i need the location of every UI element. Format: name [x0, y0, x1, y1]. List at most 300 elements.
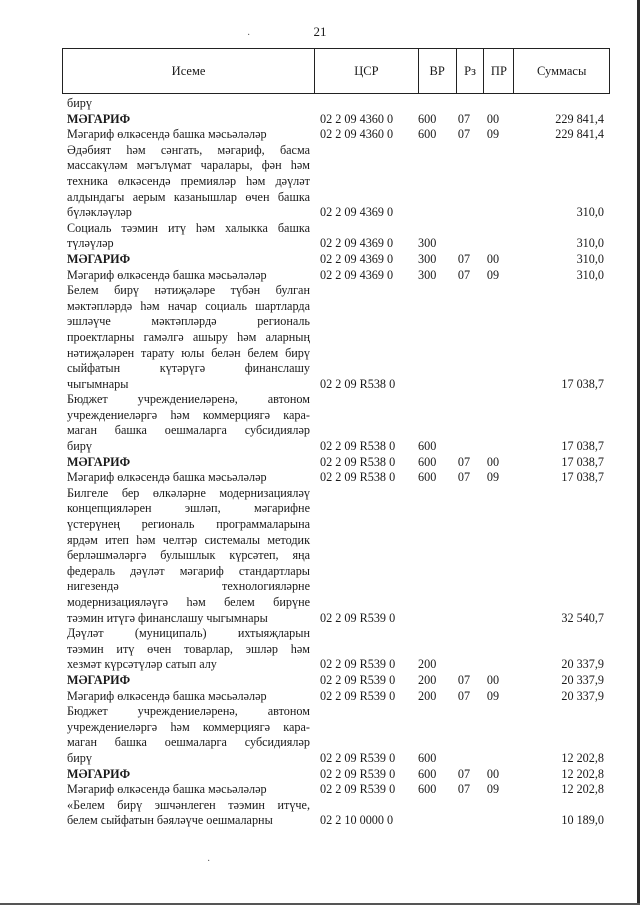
row-rz — [450, 595, 478, 611]
row-rz — [450, 174, 478, 190]
row-sum: 17 038,7 — [561, 376, 604, 391]
row-vr — [414, 174, 450, 190]
row-pr: 00 — [486, 251, 500, 266]
row-vr: 600 — [418, 111, 437, 126]
row-vr — [414, 423, 450, 439]
row-pr — [478, 517, 508, 533]
scan-speck: · — [207, 856, 211, 867]
row-name-line: Мәгариф өлкәсендә башка мәсьәләләр — [67, 267, 267, 282]
row-name-line: маган башка оешмаларга субсидияләр — [67, 735, 310, 750]
row-vr — [414, 501, 450, 517]
row-sum: 17 038,7 — [561, 454, 604, 469]
row-name-line: модернизацияләүгә һәм белем бирүне — [67, 595, 310, 609]
row-csr: 02 2 09 R539 0 — [320, 766, 396, 781]
row-name-line: бирү — [67, 439, 92, 454]
row-vr: 300 — [418, 236, 437, 251]
row-sum — [508, 735, 604, 751]
row-csr: 02 2 09 4369 0 — [320, 251, 394, 266]
header-sum: Суммасы — [513, 49, 609, 93]
row-rz — [450, 720, 478, 736]
row-csr: 02 2 09 R539 0 — [320, 672, 396, 687]
row-rz: 07 — [457, 111, 471, 126]
row-vr — [414, 533, 450, 549]
table-row — [67, 96, 604, 112]
table-row — [67, 268, 604, 284]
table-row — [67, 813, 604, 829]
row-sum — [508, 423, 604, 439]
row-rz — [450, 299, 478, 315]
table-row — [67, 127, 604, 143]
row-csr — [310, 174, 414, 190]
row-vr — [414, 486, 450, 502]
row-sum — [508, 361, 604, 377]
row-pr — [478, 579, 508, 595]
row-csr — [310, 486, 414, 502]
row-pr — [478, 564, 508, 580]
row-name-line: бирү — [67, 96, 92, 110]
row-pr — [478, 751, 508, 767]
table-row — [67, 704, 604, 720]
row-name-line: тәэмин итү өчен товарлар, эшләр һәм — [67, 641, 310, 656]
row-name-line: маган башка оешмаларга субсидияләр — [67, 423, 310, 438]
row-sum — [508, 299, 604, 315]
table-row — [67, 470, 604, 486]
row-name-line: концепцияләрен эшләп, мәгарифне — [67, 501, 310, 516]
row-pr — [478, 439, 508, 455]
row-rz — [450, 190, 478, 206]
row-sum — [508, 486, 604, 502]
row-csr — [310, 330, 414, 346]
row-csr — [310, 314, 414, 330]
row-vr — [414, 377, 450, 393]
table-row — [67, 735, 604, 751]
row-name-line: нәтиҗәләрен тарату юлы белән белем бирү — [67, 345, 310, 360]
row-sum: 17 038,7 — [561, 439, 604, 454]
row-sum — [508, 517, 604, 533]
row-pr — [478, 96, 508, 112]
table-row — [67, 533, 604, 549]
row-rz: 07 — [457, 454, 471, 469]
row-vr: 600 — [418, 766, 437, 781]
row-csr: 02 2 09 R538 0 — [320, 470, 396, 485]
row-rz — [450, 439, 478, 455]
row-rz — [450, 642, 478, 658]
row-csr — [310, 626, 414, 642]
row-name-line: федераль дәүләт мәгариф стандартлары — [67, 563, 310, 578]
row-pr — [478, 657, 508, 673]
row-csr: 02 2 09 R539 0 — [320, 688, 396, 703]
row-rz — [450, 548, 478, 564]
row-csr: 02 2 09 R539 0 — [320, 610, 396, 625]
row-sum: 20 337,9 — [561, 672, 604, 687]
table-row — [67, 657, 604, 673]
row-sum — [508, 501, 604, 517]
row-rz — [450, 751, 478, 767]
table-row — [67, 112, 604, 128]
row-vr — [414, 595, 450, 611]
row-csr — [310, 96, 414, 112]
row-vr: 200 — [418, 688, 437, 703]
row-sum: 20 337,9 — [561, 688, 604, 703]
row-name-line: МӘГАРИФ — [67, 454, 131, 469]
row-pr — [478, 595, 508, 611]
row-pr — [478, 221, 508, 237]
row-pr — [478, 346, 508, 362]
row-pr — [478, 533, 508, 549]
row-vr — [414, 517, 450, 533]
row-sum: 310,0 — [576, 267, 604, 282]
row-vr — [414, 564, 450, 580]
row-name-line: МӘГАРИФ — [67, 672, 131, 687]
row-pr: 09 — [486, 127, 500, 142]
row-pr — [478, 408, 508, 424]
row-vr — [414, 346, 450, 362]
table-row — [67, 673, 604, 689]
row-rz: 07 — [457, 766, 471, 781]
row-pr — [478, 361, 508, 377]
header-pr: ПР — [483, 49, 513, 93]
row-sum — [508, 704, 604, 720]
row-vr — [414, 392, 450, 408]
row-sum — [508, 330, 604, 346]
row-name-line: Бюджет учреждениеләренә, автоном — [67, 392, 310, 407]
row-csr — [310, 720, 414, 736]
row-name-line: МӘГАРИФ — [67, 111, 131, 126]
row-vr: 600 — [418, 439, 437, 454]
row-sum — [508, 174, 604, 190]
row-sum — [508, 346, 604, 362]
row-sum: 229 841,4 — [555, 127, 604, 142]
row-vr — [414, 283, 450, 299]
row-pr — [478, 486, 508, 502]
row-pr — [478, 720, 508, 736]
row-sum: 20 337,9 — [561, 657, 604, 672]
row-sum — [508, 158, 604, 174]
table-row — [67, 205, 604, 221]
row-name-line: Әдәбият һәм сәнгать, мәгариф, басма — [67, 142, 310, 157]
row-csr — [310, 190, 414, 206]
row-name-line: Мәгариф өлкәсендә башка мәсьәләләр — [67, 688, 267, 703]
table-row — [67, 689, 604, 705]
row-vr — [414, 813, 450, 829]
table-row — [67, 595, 604, 611]
row-rz — [450, 236, 478, 252]
row-vr — [414, 205, 450, 221]
row-vr: 600 — [418, 127, 437, 142]
table-row — [67, 377, 604, 393]
row-name-line: нигезендә технологияләрне — [67, 579, 310, 594]
row-csr — [310, 798, 414, 814]
row-csr: 02 2 09 R538 0 — [320, 454, 396, 469]
row-pr — [478, 642, 508, 658]
row-vr — [414, 361, 450, 377]
row-name-line: хезмәт күрсәтүләр сатып алу — [67, 657, 217, 672]
table-row — [67, 158, 604, 174]
row-sum: 310,0 — [576, 205, 604, 220]
row-rz — [450, 486, 478, 502]
row-name-line: МӘГАРИФ — [67, 766, 131, 781]
row-pr — [478, 798, 508, 814]
table-row — [67, 548, 604, 564]
row-vr — [414, 735, 450, 751]
row-sum — [508, 642, 604, 658]
row-name-line: түләүләр — [67, 236, 114, 251]
row-name-line: Мәгариф өлкәсендә башка мәсьәләләр — [67, 782, 267, 797]
row-csr: 02 2 09 4369 0 — [320, 205, 394, 220]
row-sum — [508, 564, 604, 580]
table-row — [67, 361, 604, 377]
table-row — [67, 423, 604, 439]
row-vr: 300 — [418, 251, 437, 266]
header-name: Исеме — [171, 63, 206, 78]
row-rz: 07 — [457, 267, 471, 282]
row-name-line: Дәүләт (муниципаль) ихтыяҗларын — [67, 626, 310, 641]
row-csr — [310, 548, 414, 564]
row-vr: 300 — [418, 267, 437, 282]
row-sum — [508, 221, 604, 237]
row-csr: 02 2 09 R538 0 — [320, 439, 396, 454]
row-rz — [450, 314, 478, 330]
row-csr: 02 2 09 4360 0 — [320, 111, 394, 126]
row-rz — [450, 798, 478, 814]
table-row — [67, 252, 604, 268]
row-name-line: берләшмәләргә булышлык күрсәтеп, яңа — [67, 548, 310, 563]
table-row — [67, 486, 604, 502]
row-sum — [508, 533, 604, 549]
row-csr — [310, 579, 414, 595]
row-rz — [450, 517, 478, 533]
table-row — [67, 236, 604, 252]
row-rz: 07 — [457, 782, 471, 797]
row-rz — [450, 143, 478, 159]
row-vr: 600 — [418, 782, 437, 797]
row-vr — [414, 642, 450, 658]
row-vr: 600 — [418, 750, 437, 765]
table-row — [67, 392, 604, 408]
row-csr — [310, 361, 414, 377]
table-row — [67, 408, 604, 424]
row-sum — [508, 595, 604, 611]
table-row — [67, 143, 604, 159]
row-name-line: проектларны гамәлгә ашыру һәм аларның — [67, 329, 310, 344]
table-row — [67, 299, 604, 315]
row-pr: 00 — [486, 454, 500, 469]
row-name-line: чыгымнары — [67, 376, 129, 391]
row-vr — [414, 408, 450, 424]
row-vr: 200 — [418, 657, 437, 672]
row-name-line: Билгеле бер өлкәләрне модернизацияләү — [67, 485, 310, 500]
row-rz — [450, 158, 478, 174]
row-pr — [478, 423, 508, 439]
row-name-line: Мәгариф өлкәсендә башка мәсьәләләр — [67, 470, 267, 485]
table-row — [67, 767, 604, 783]
row-sum — [508, 798, 604, 814]
row-csr: 02 2 09 4369 0 — [320, 267, 394, 282]
row-csr — [310, 735, 414, 751]
row-csr — [310, 423, 414, 439]
row-sum: 12 202,8 — [561, 782, 604, 797]
row-rz — [450, 361, 478, 377]
row-name-line: белем сыйфатын бәяләүче оешмаларны — [67, 813, 273, 828]
table-row — [67, 190, 604, 206]
row-csr — [310, 283, 414, 299]
row-rz — [450, 96, 478, 112]
row-rz: 07 — [457, 672, 471, 687]
row-vr — [414, 314, 450, 330]
row-pr — [478, 299, 508, 315]
header-vr: ВР — [418, 49, 456, 93]
row-csr — [310, 642, 414, 658]
row-vr: 600 — [418, 454, 437, 469]
row-vr: 200 — [418, 672, 437, 687]
row-csr — [310, 221, 414, 237]
row-rz — [450, 205, 478, 221]
row-sum — [508, 190, 604, 206]
row-pr — [478, 205, 508, 221]
row-name-line: «Белем бирү эшчәнлеген тәэмин итүче, — [67, 797, 310, 812]
row-name-line: ярдәм итеп һәм челтәр системалы методик — [67, 532, 310, 547]
row-csr: 02 2 09 R539 0 — [320, 750, 396, 765]
row-vr — [414, 704, 450, 720]
row-vr — [414, 798, 450, 814]
row-rz — [450, 611, 478, 627]
row-csr — [310, 704, 414, 720]
row-pr — [478, 330, 508, 346]
table-row — [67, 720, 604, 736]
row-csr — [310, 501, 414, 517]
table-row — [67, 579, 604, 595]
table-body — [67, 96, 604, 829]
row-vr — [414, 626, 450, 642]
row-name-line: Социаль тәэмин итү һәм халыкка башка — [67, 220, 310, 235]
row-rz — [450, 533, 478, 549]
row-rz — [450, 735, 478, 751]
table-row — [67, 455, 604, 471]
table-row — [67, 642, 604, 658]
table-row — [67, 564, 604, 580]
row-csr — [310, 595, 414, 611]
row-sum: 229 841,4 — [555, 111, 604, 126]
row-rz — [450, 392, 478, 408]
table-row — [67, 346, 604, 362]
row-pr — [478, 735, 508, 751]
row-vr — [414, 96, 450, 112]
table-row — [67, 174, 604, 190]
table-row — [67, 751, 604, 767]
row-csr — [310, 533, 414, 549]
row-sum: 32 540,7 — [561, 610, 604, 625]
row-pr — [478, 174, 508, 190]
row-sum — [508, 579, 604, 595]
row-sum: 310,0 — [576, 251, 604, 266]
row-rz — [450, 346, 478, 362]
header-rz: Рз — [456, 49, 484, 93]
row-csr — [310, 143, 414, 159]
row-rz: 07 — [457, 688, 471, 703]
row-name-line: МӘГАРИФ — [67, 251, 131, 266]
row-rz — [450, 813, 478, 829]
row-rz: 07 — [457, 470, 471, 485]
row-pr — [478, 813, 508, 829]
scan-speck: · — [247, 30, 251, 41]
row-name-line: үстерүнең региональ программаларына — [67, 517, 310, 532]
row-rz — [450, 657, 478, 673]
row-csr: 02 2 09 4360 0 — [320, 127, 394, 142]
header-csr: ЦСР — [314, 49, 418, 93]
row-name-line: тәэмин итүгә финанслашу чыгымнары — [67, 610, 268, 625]
page-number: 21 — [313, 24, 327, 39]
row-pr — [478, 236, 508, 252]
row-csr — [310, 408, 414, 424]
row-sum: 12 202,8 — [561, 750, 604, 765]
table-row — [67, 314, 604, 330]
table-row — [67, 221, 604, 237]
row-name-line: Белем бирү нәтиҗәләре түбән булган — [67, 283, 310, 298]
row-sum: 10 189,0 — [561, 813, 604, 828]
row-vr — [414, 221, 450, 237]
row-rz — [450, 330, 478, 346]
row-rz — [450, 221, 478, 237]
row-vr — [414, 190, 450, 206]
row-name-line: сыйфатын күтәрүгә финанслашу — [67, 361, 310, 376]
row-csr: 02 2 09 R539 0 — [320, 782, 396, 797]
table-row — [67, 517, 604, 533]
row-vr — [414, 143, 450, 159]
row-name-line: мәктәпләрдә һәм начар социаль шартларда — [67, 298, 310, 313]
row-sum — [508, 626, 604, 642]
row-csr — [310, 346, 414, 362]
row-rz — [450, 377, 478, 393]
row-vr — [414, 548, 450, 564]
row-pr — [478, 283, 508, 299]
row-sum — [508, 96, 604, 112]
row-rz — [450, 579, 478, 595]
row-vr — [414, 720, 450, 736]
row-sum — [508, 720, 604, 736]
row-pr — [478, 548, 508, 564]
row-name-line: учреждениеләргә һәм коммерциягә кара- — [67, 407, 310, 422]
row-csr: 02 2 09 4369 0 — [320, 236, 394, 251]
row-pr — [478, 611, 508, 627]
table-row — [67, 283, 604, 299]
row-csr: 02 2 09 R538 0 — [320, 376, 396, 391]
row-rz: 07 — [457, 251, 471, 266]
row-name-line: учреждениеләргә һәм коммерциягә кара- — [67, 719, 310, 734]
row-pr — [478, 704, 508, 720]
row-rz — [450, 423, 478, 439]
row-name-line: Мәгариф өлкәсендә башка мәсьәләләр — [67, 127, 267, 142]
row-pr: 00 — [486, 766, 500, 781]
row-name-line: алдындагы аерым казанышлар өчен башка — [67, 189, 310, 204]
table-row — [67, 798, 604, 814]
row-rz — [450, 501, 478, 517]
row-pr — [478, 392, 508, 408]
row-pr — [478, 626, 508, 642]
row-sum — [508, 314, 604, 330]
row-pr — [478, 190, 508, 206]
row-csr — [310, 158, 414, 174]
row-rz — [450, 283, 478, 299]
row-pr: 00 — [486, 111, 500, 126]
table-row — [67, 782, 604, 798]
row-csr: 02 2 09 R539 0 — [320, 657, 396, 672]
row-rz — [450, 626, 478, 642]
table-header — [62, 48, 610, 94]
table-row — [67, 611, 604, 627]
row-pr — [478, 501, 508, 517]
row-csr — [310, 564, 414, 580]
row-rz — [450, 408, 478, 424]
